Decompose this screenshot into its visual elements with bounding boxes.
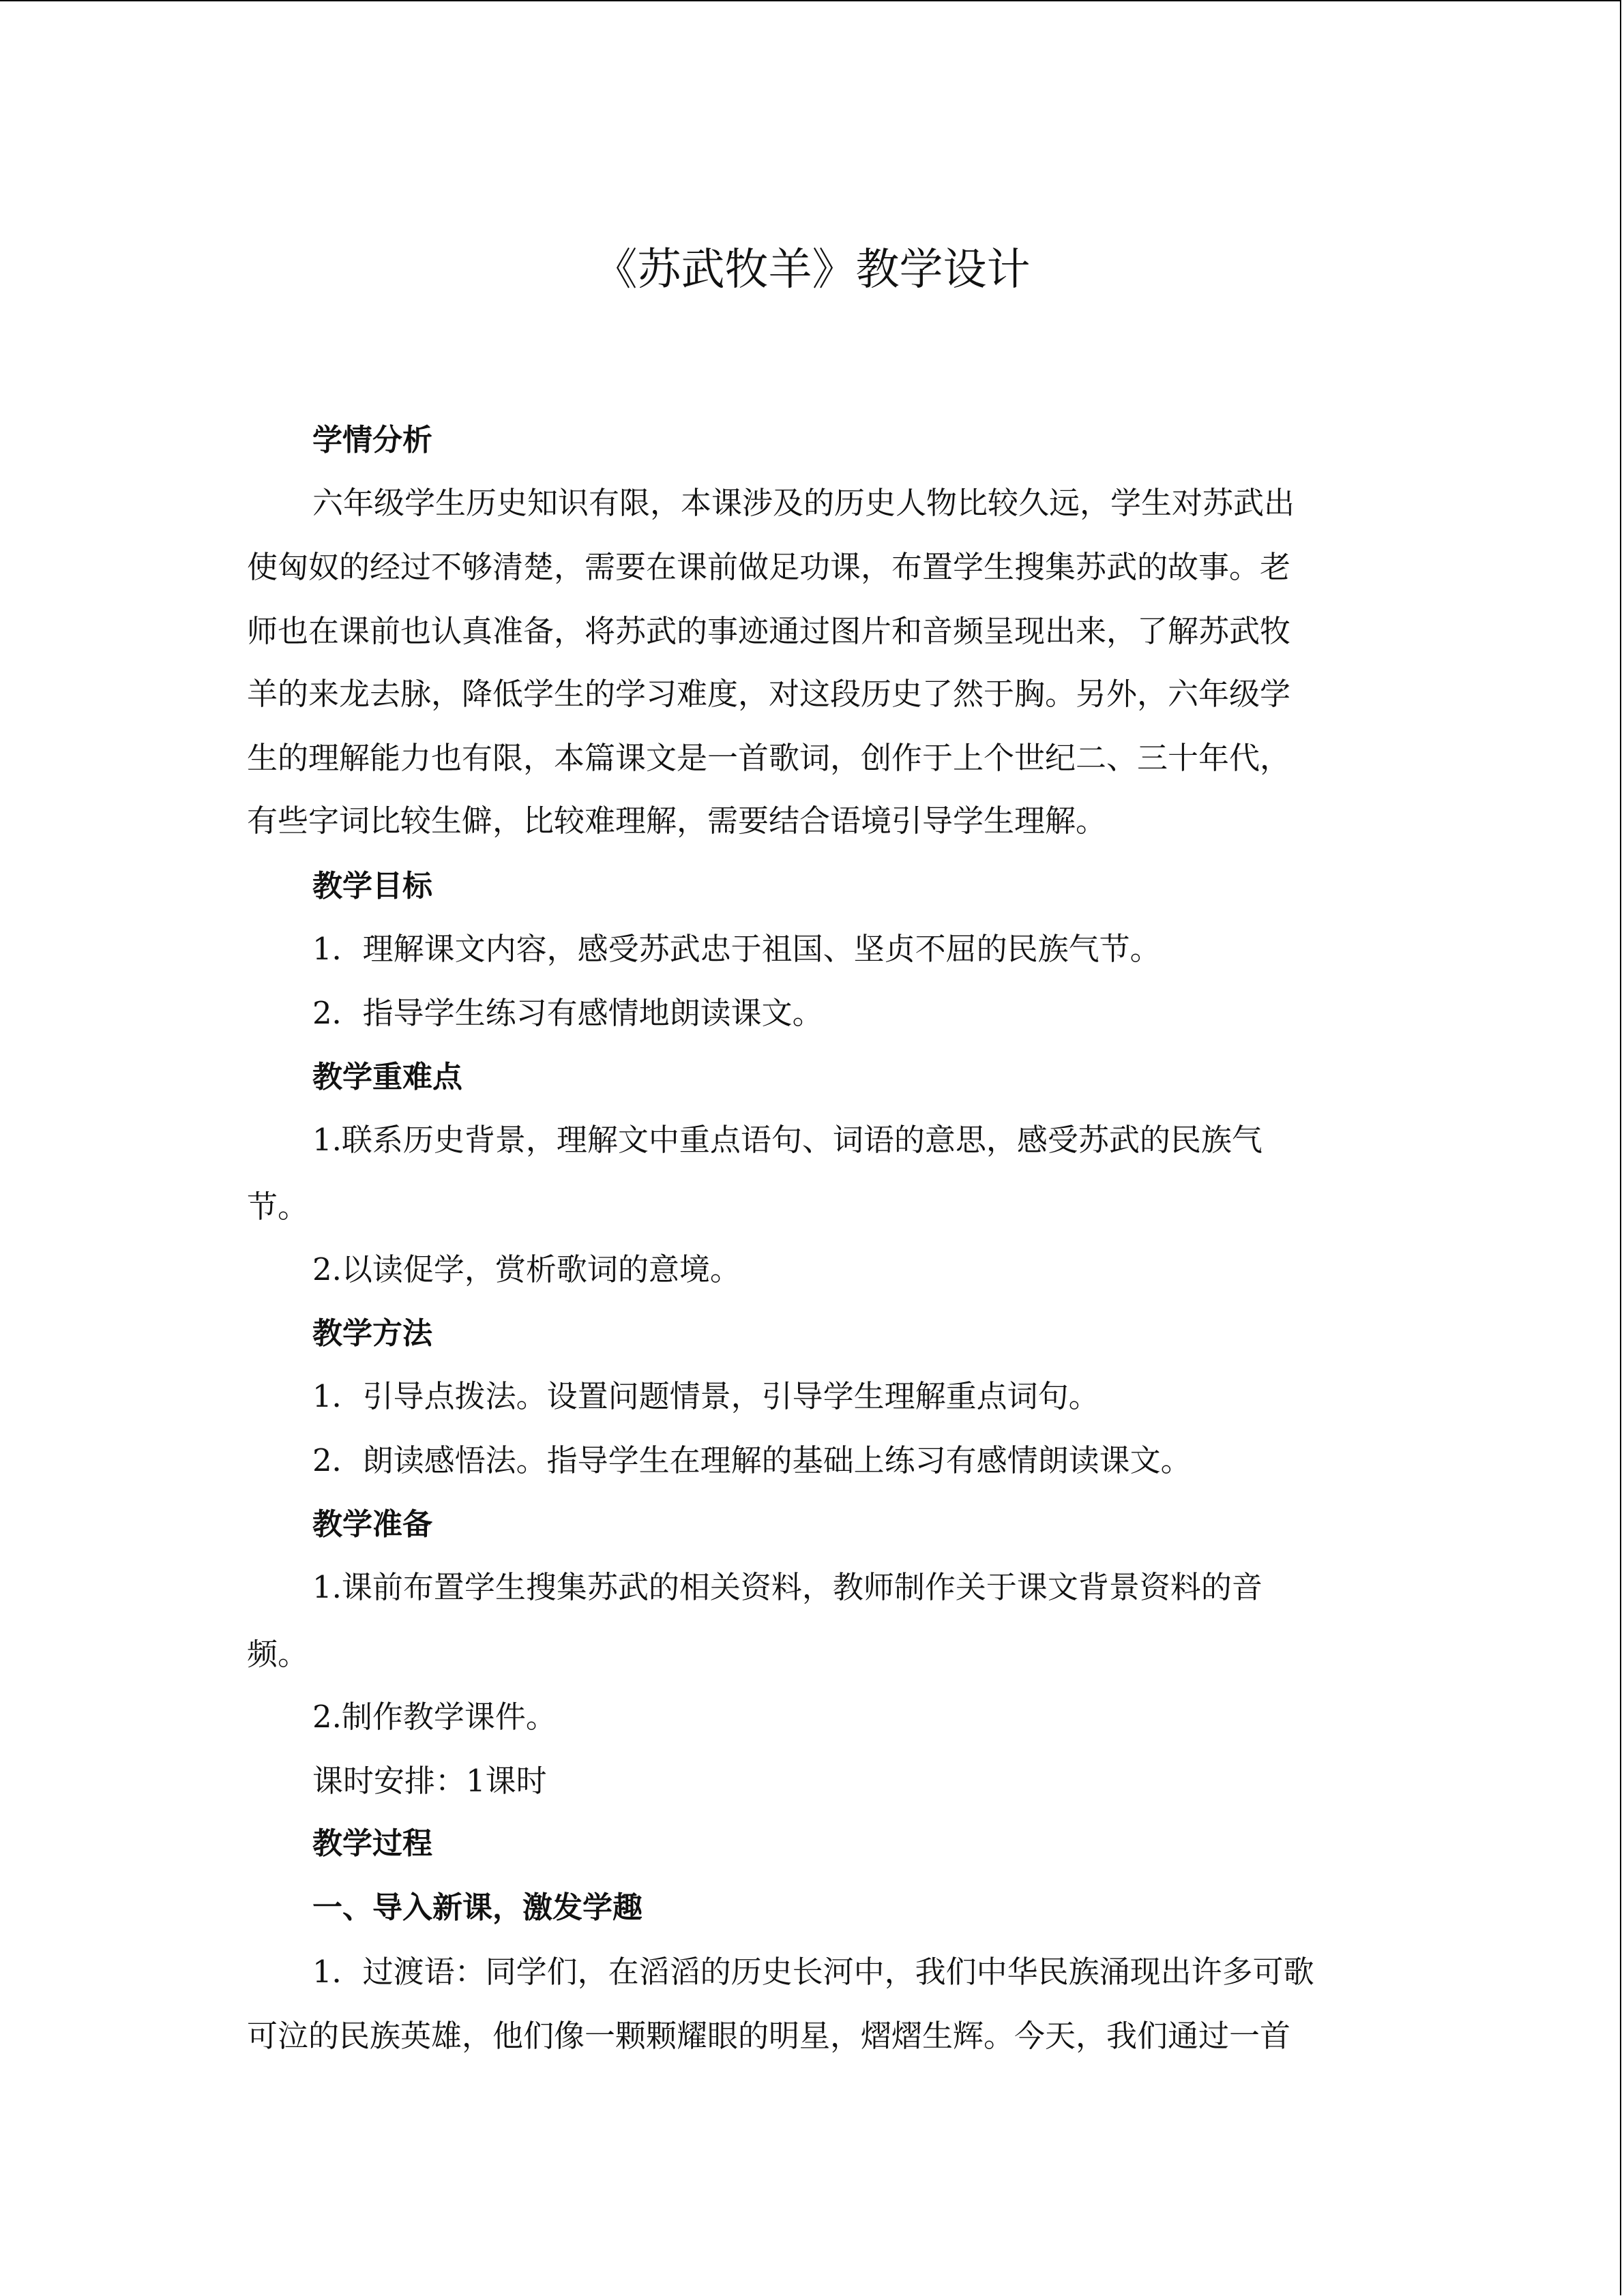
paragraph-line: 使匈奴的经过不够清楚，需要在课前做足功课，布置学生搜集苏武的故事。老 <box>247 549 1291 585</box>
section-heading-methods: 教学方法 <box>312 1316 432 1351</box>
paragraph-line: 六年级学生历史知识有限，本课涉及的历史人物比较久远，学生对苏武出 <box>312 485 1295 521</box>
list-item: 1.联系历史背景，理解文中重点语句、词语的意思，感受苏武的民族气 <box>312 1122 1263 1158</box>
list-item-continuation: 节。 <box>247 1189 309 1225</box>
subsection-heading: 一、导入新课，激发学趣 <box>312 1890 643 1925</box>
section-heading-process: 教学过程 <box>312 1826 432 1861</box>
paragraph-line: 有些字词比较生僻，比较难理解，需要结合语境引导学生理解。 <box>247 803 1107 839</box>
list-item-continuation: 频。 <box>247 1636 309 1672</box>
section-heading-analysis: 学情分析 <box>312 423 432 458</box>
list-item: 1．理解课文内容，感受苏武忠于祖国、坚贞不屈的民族气节。 <box>312 931 1161 967</box>
list-item: 2.制作教学课件。 <box>312 1699 557 1735</box>
paragraph-line: 师也在课前也认真准备，将苏武的事迹通过图片和音频呈现出来，了解苏武牧 <box>247 613 1291 649</box>
section-heading-preparation: 教学准备 <box>312 1507 432 1542</box>
paragraph-line: 羊的来龙去脉，降低学生的学习难度，对这段历史了然于胸。另外，六年级学 <box>247 676 1291 712</box>
list-item: 1.课前布置学生搜集苏武的相关资料，教师制作关于课文背景资料的音 <box>312 1569 1263 1605</box>
section-heading-goals: 教学目标 <box>312 869 432 904</box>
list-item: 2.以读促学，赏析歌词的意境。 <box>312 1251 741 1287</box>
paragraph-line: 生的理解能力也有限，本篇课文是一首歌词，创作于上个世纪二、三十年代， <box>247 740 1291 776</box>
list-item: 2．朗读感悟法。指导学生在理解的基础上练习有感情朗读课文。 <box>312 1442 1192 1478</box>
schedule-line: 课时安排：1课时 <box>312 1763 547 1799</box>
list-item: 2．指导学生练习有感情地朗读课文。 <box>312 995 823 1031</box>
paragraph-line: 可泣的民族英雄，他们像一颗颗耀眼的明星，熠熠生辉。今天，我们通过一首 <box>247 2018 1291 2054</box>
paragraph-line: 1．过渡语：同学们，在滔滔的历史长河中，我们中华民族涌现出许多可歌 <box>312 1954 1314 1990</box>
list-item: 1．引导点拨法。设置问题情景，引导学生理解重点词句。 <box>312 1378 1099 1414</box>
section-heading-key-points: 教学重难点 <box>312 1060 462 1094</box>
document-title: 《苏武牧羊》教学设计 <box>593 245 1031 295</box>
